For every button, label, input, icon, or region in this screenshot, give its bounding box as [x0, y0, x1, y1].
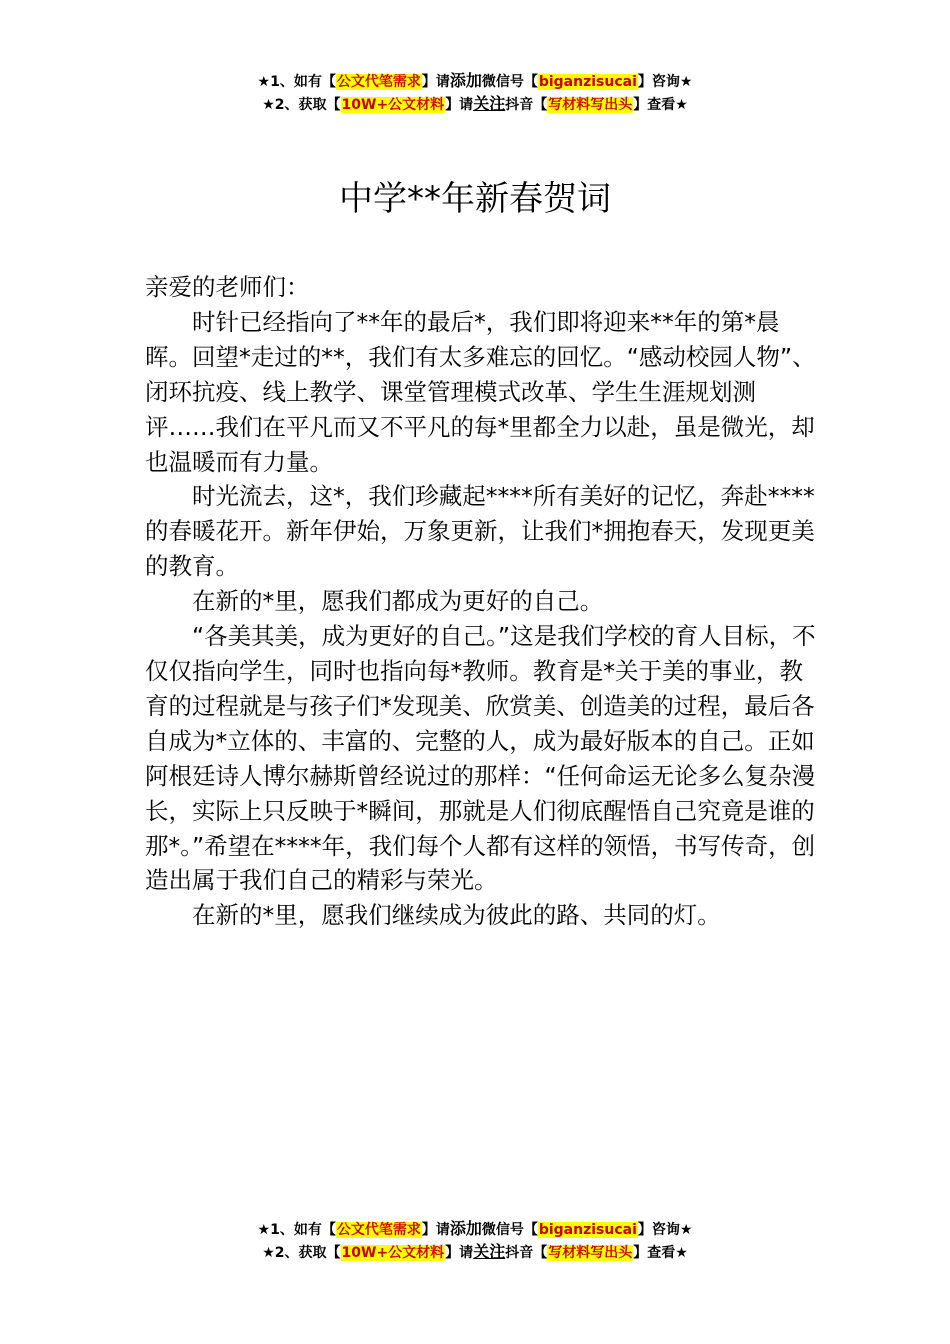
notice-highlight-materials: 10W+公文材料	[341, 1245, 445, 1261]
notice-highlight-service: 公文代笔需求	[336, 1222, 421, 1238]
notice-suffix: 】咨询★	[637, 74, 693, 90]
notice-text: 抖音【	[505, 1245, 548, 1261]
document-body	[145, 270, 825, 933]
paragraph: 时针已经指向了**年的最后*，我们即将迎来**年的第*晨晖。回望*走过的**，我们有太多难忘的回忆。“感动校园人物”、闭环抗疫、线上教学、课堂管理模式改革、学生生涯规划测评……我们在平凡而又不平凡的每*里都全力以赴，虽是微光，却也温暖而有力量。	[145, 307, 816, 476]
footer-notice	[0, 1218, 950, 1264]
header-notice-line-2	[0, 93, 950, 116]
notice-prefix: ★2、获取【	[262, 97, 341, 113]
notice-text: 】请	[421, 1222, 450, 1238]
notice-emphasis: 关注	[473, 94, 506, 113]
salutation: 亲爱的老师们：	[145, 273, 310, 301]
notice-text: 】请	[445, 1245, 474, 1261]
notice-suffix: 】查看★	[633, 1245, 688, 1261]
notice-text: 微信号【	[481, 1222, 538, 1238]
paragraph: “各美其美，成为更好的自己。”这是我们学校的育人目标，不仅仅指向学生，同时也指向每*教师。教育是*关于美的事业，教育的过程就是与孩子们*发现美、欣赏美、创造美的过程，最后各自成为*立体的、丰富的、完整的人，成为最好版本的自己。正如阿根廷诗人博尔赫斯曾经说过的那样：“任何命运无论多么复杂漫长，实际上只反映于*瞬间，那就是人们彻底醒悟自己究竟是谁的那*。”希望在****年，我们每个人都有这样的领悟，书写传奇，创造出属于我们自己的精彩与荣光。	[145, 622, 816, 895]
notice-suffix: 】咨询★	[637, 1222, 693, 1238]
notice-emphasis: 添加	[449, 1219, 482, 1238]
notice-text: 微信号【	[481, 74, 538, 90]
notice-highlight-wechat-id: biganzisucai	[538, 1222, 637, 1238]
paragraph: 在新的*里，愿我们继续成为彼此的路、共同的灯。	[192, 901, 721, 930]
notice-emphasis: 关注	[473, 1242, 506, 1261]
notice-highlight-douyin: 写材料写出头	[548, 1245, 633, 1261]
notice-highlight-douyin: 写材料写出头	[548, 97, 633, 113]
document-title: 中学**年新春贺词	[339, 179, 611, 219]
footer-notice-line-1	[0, 1218, 950, 1241]
notice-emphasis: 添加	[449, 71, 482, 90]
paragraph: 在新的*里，愿我们都成为更好的自己。	[192, 587, 604, 616]
notice-text: 抖音【	[505, 97, 548, 113]
footer-notice-line-2	[0, 1241, 950, 1264]
notice-highlight-materials: 10W+公文材料	[341, 97, 445, 113]
paragraph: 时光流去，这*，我们珍藏起****所有美好的记忆，奔赴****的春暖花开。新年伊始，万象更新，让我们*拥抱春天，发现更美的教育。	[145, 482, 815, 581]
header-notice	[0, 70, 950, 116]
notice-highlight-wechat-id: biganzisucai	[538, 74, 637, 90]
notice-text: 】请	[421, 74, 450, 90]
notice-suffix: 】查看★	[633, 97, 688, 113]
notice-text: 】请	[445, 97, 474, 113]
notice-highlight-service: 公文代笔需求	[336, 74, 421, 90]
header-notice-line-1	[0, 70, 950, 93]
notice-prefix: ★2、获取【	[262, 1245, 341, 1261]
notice-prefix: ★1、如有【	[257, 74, 336, 90]
notice-prefix: ★1、如有【	[257, 1222, 336, 1238]
